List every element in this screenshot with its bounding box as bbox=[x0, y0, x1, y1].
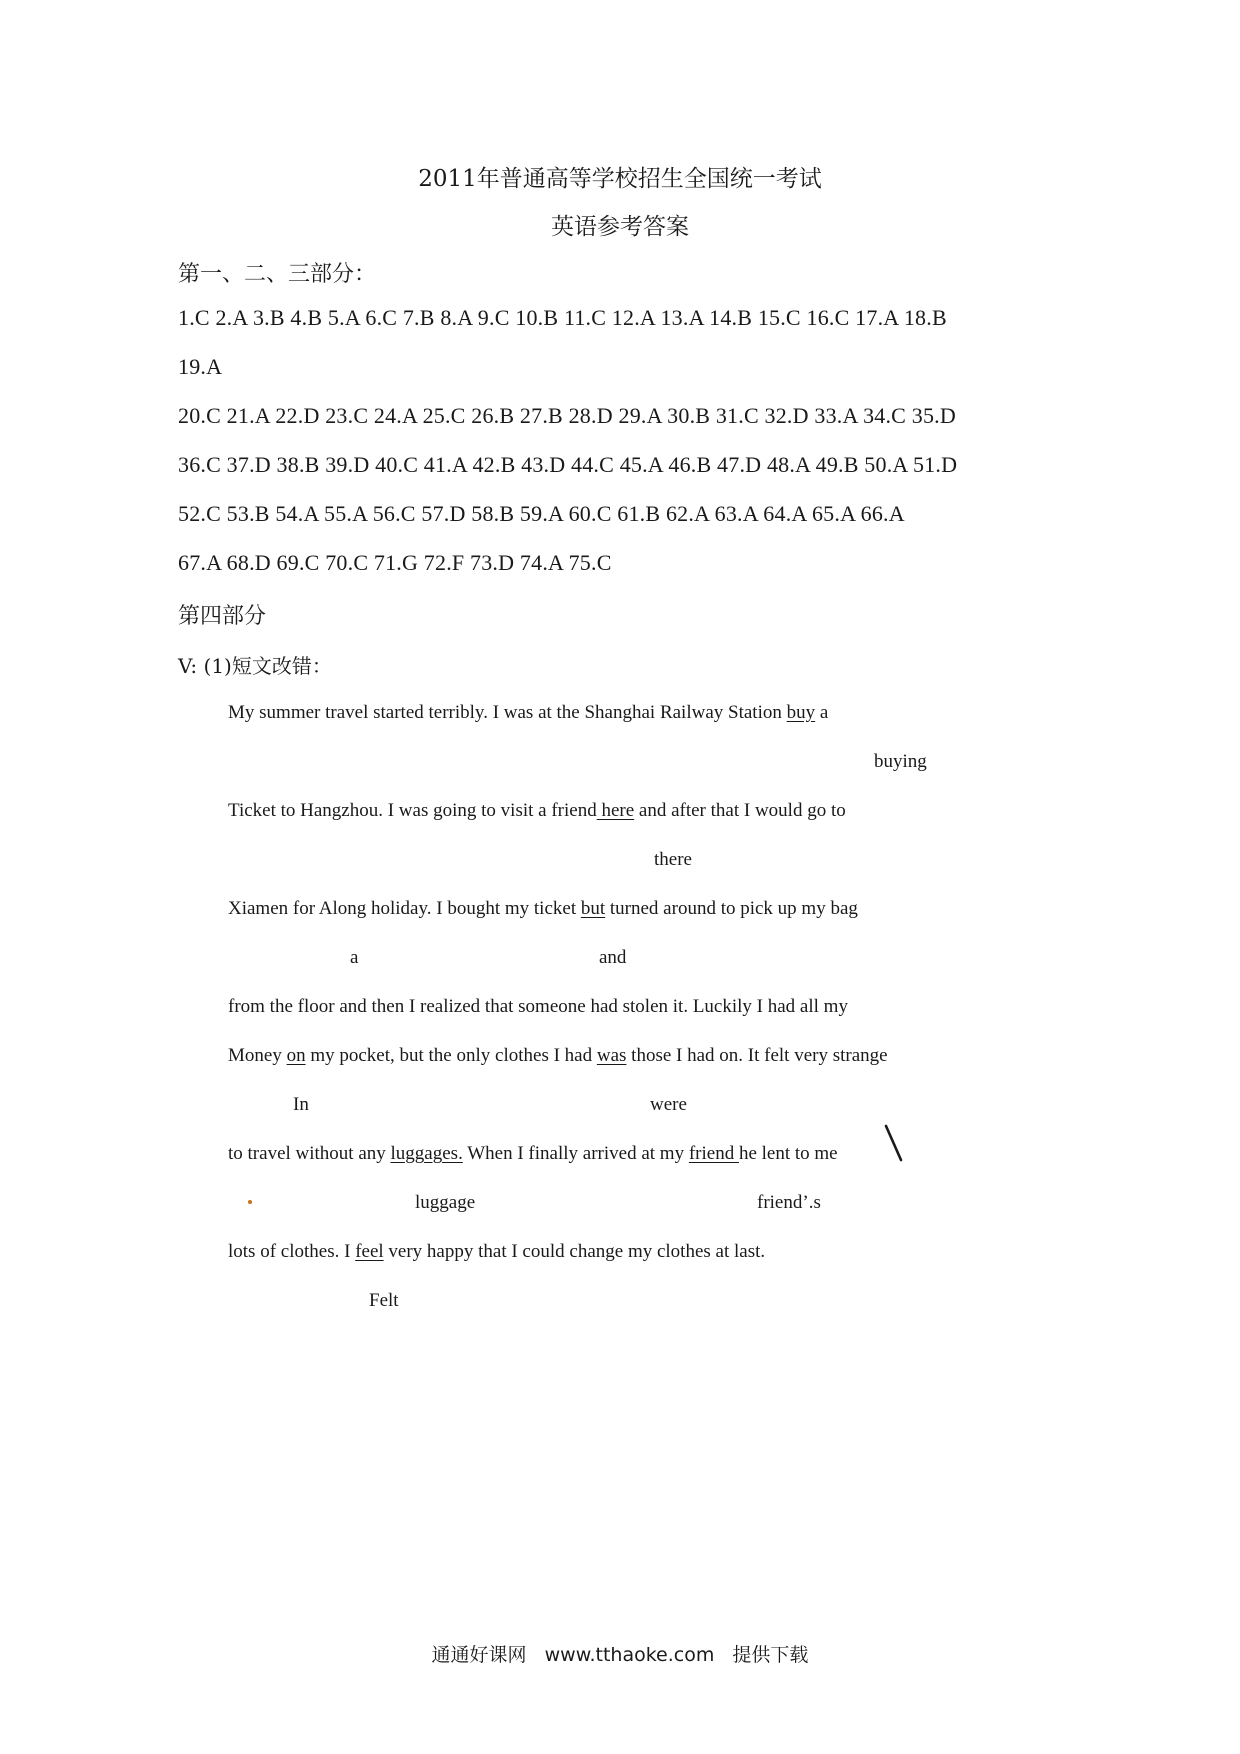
correction: friend’.s bbox=[757, 1192, 821, 1213]
correction: buying bbox=[874, 751, 927, 772]
passage-line-5: Money on my pocket, but the only clothes I had was those I had on. It felt very strange bbox=[228, 1045, 888, 1066]
correction: a bbox=[350, 947, 359, 968]
error-word: luggages. bbox=[390, 1143, 463, 1164]
correction: Felt bbox=[369, 1290, 399, 1311]
document-title: 2011年普通高等学校招生全国统一考试 bbox=[418, 166, 822, 192]
correction: there bbox=[654, 849, 692, 870]
page-footer bbox=[0, 1640, 1240, 1667]
section-heading-4: 第四部分 bbox=[178, 604, 267, 629]
subsection-heading: V: (1)短文改错： bbox=[178, 654, 332, 678]
answer-line: 20.C 21.A 22.D 23.C 24.A 25.C 26.B 27.B 28.D 29.A 30.B 31.C 32.D 33.A 34.C 35.D bbox=[178, 403, 956, 428]
document-subtitle: 英语参考答案 bbox=[551, 214, 689, 240]
passage-line-7: lots of clothes. I feel very happy that I could change my clothes at last. bbox=[228, 1241, 766, 1262]
answer-line: 52.C 53.B 54.A 55.A 56.C 57.D 58.B 59.A 60.C 61.B 62.A 63.A 64.A 65.A 66.A bbox=[178, 501, 905, 526]
deletion-mark-icon bbox=[883, 1124, 905, 1164]
error-word: but bbox=[580, 898, 606, 919]
correction: were bbox=[650, 1094, 687, 1115]
footer-site-name: 通通好课网 bbox=[431, 1644, 527, 1666]
error-word: feel bbox=[355, 1241, 384, 1262]
passage-line-4: from the floor and then I realized that someone had stolen it. Luckily I had all my bbox=[228, 996, 848, 1017]
passage-line-1: My summer travel started terribly. I was at the Shanghai Railway Station buy a bbox=[228, 702, 829, 723]
error-word: buy bbox=[786, 702, 816, 723]
answer-line: 19.A bbox=[178, 354, 223, 379]
answer-line: 1.C 2.A 3.B 4.B 5.A 6.C 7.B 8.A 9.C 10.B 11.C 12.A 13.A 14.B 15.C 16.C 17.A 18.B bbox=[178, 305, 947, 330]
correction: and bbox=[599, 947, 627, 968]
error-word: on bbox=[286, 1045, 306, 1066]
answer-line: 36.C 37.D 38.B 39.D 40.C 41.A 42.B 43.D 44.C 45.A 46.B 47.D 48.A 49.B 50.A 51.D bbox=[178, 452, 958, 477]
passage-line-2: Ticket to Hangzhou. I was going to visit a friend here and after that I would go to bbox=[228, 800, 846, 821]
correction: In bbox=[293, 1094, 309, 1115]
error-word: friend bbox=[688, 1143, 739, 1164]
stray-dot-icon bbox=[248, 1200, 252, 1204]
footer-url[interactable]: www.tthaoke.com bbox=[544, 1644, 715, 1666]
correction: luggage bbox=[415, 1192, 476, 1213]
passage-line-6: to travel without any luggages. When I finally arrived at my friend he lent to me bbox=[228, 1143, 838, 1164]
footer-note: 提供下载 bbox=[732, 1644, 809, 1666]
error-word: was bbox=[596, 1045, 627, 1066]
passage-line-3: Xiamen for Along holiday. I bought my ticket but turned around to pick up my bag bbox=[228, 898, 858, 919]
section-heading-1-3: 第一、二、三部分： bbox=[178, 262, 377, 287]
answer-line: 67.A 68.D 69.C 70.C 71.G 72.F 73.D 74.A 75.C bbox=[178, 550, 612, 575]
error-word: here bbox=[596, 800, 635, 821]
